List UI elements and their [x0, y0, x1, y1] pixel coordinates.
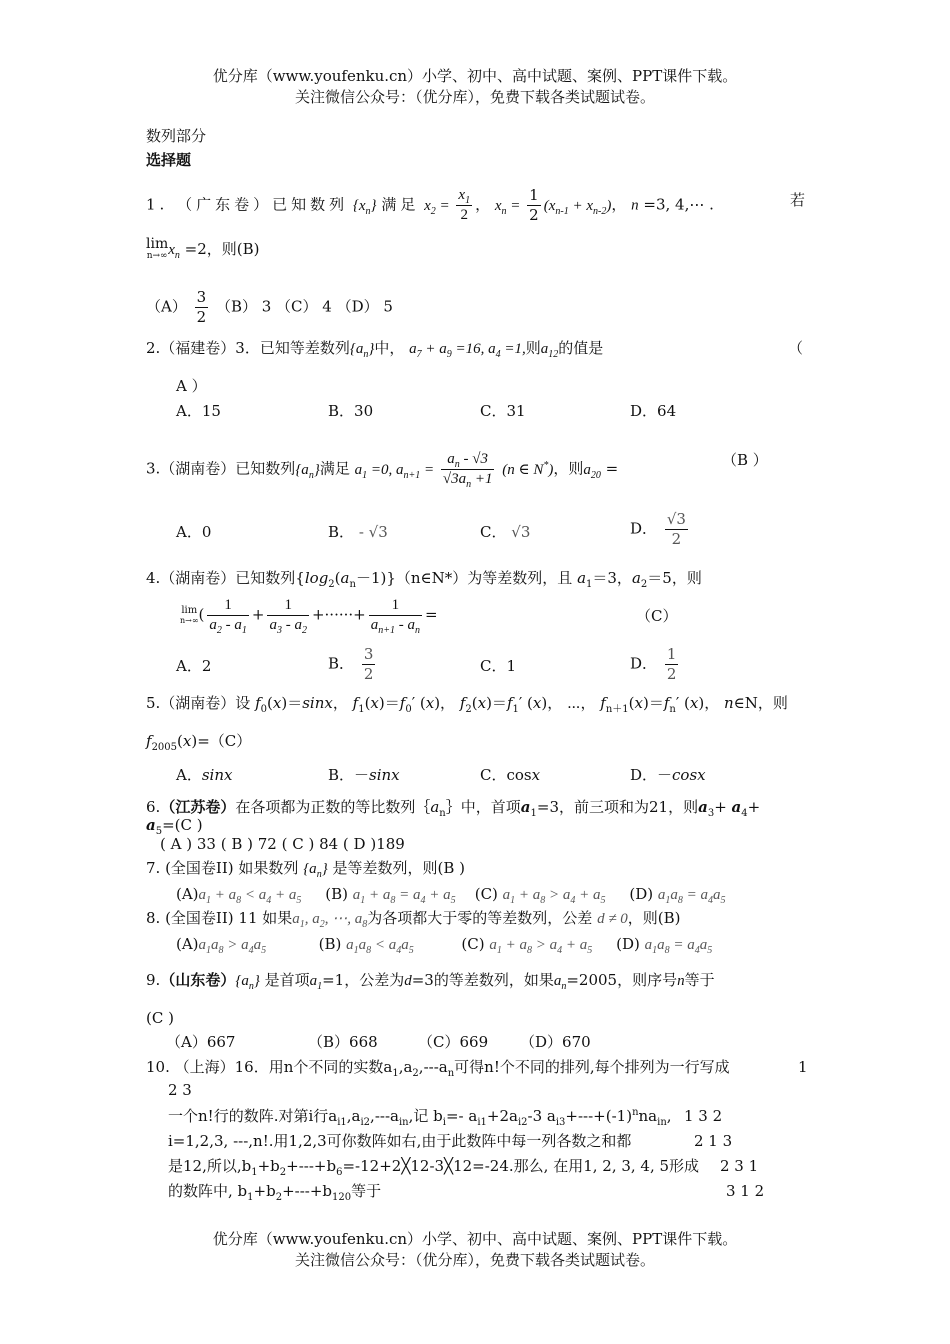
header-line-1: 优分库（www.youfenku.cn）小学、初中、高中试题、案例、PPT课件下载。: [212, 67, 738, 85]
question-1-options: （A） $\frac{3}{2}$ （B） 3 （C） 4 （D） 5: [146, 288, 393, 326]
q4-answer: （C）: [636, 607, 678, 625]
q2-option-b: B．30: [328, 402, 374, 420]
q9-option-b: （B）668: [308, 1033, 378, 1051]
footer-line-2: 关注微信公众号：（优分库），免费下载各类试题试卷。: [294, 1251, 655, 1269]
header-line-2: 关注微信公众号：（优分库），免费下载各类试题试卷。: [294, 88, 655, 106]
matrix-row-0b: 2 3: [168, 1081, 192, 1099]
question-6: 6.（江苏卷）在各项都为正数的等比数列$\{a_n\}$中，首项$a_1=3$，前三项和为21，则$a_3+ a_4+$: [146, 798, 761, 819]
matrix-row-2: 2 1 3: [694, 1132, 733, 1150]
question-10-line-2: 一个n!行的数阵.对第i行$a_{i1},a_{i2},---a_{in}$,记 $b_i=-$ $a_{i1}+2a_{i2}-3$ $a_{i3}+---+(-1)^nna_{in}$,: [168, 1107, 672, 1128]
matrix-row-4: 3 1 2: [726, 1182, 765, 1200]
q1-tail: 若: [790, 191, 806, 209]
q5-option-c: C．cosx: [480, 766, 541, 784]
q4-option-a: A．2: [176, 657, 212, 675]
matrix-row-1: 1 3 2: [684, 1107, 723, 1125]
question-7: 7. (全国卷II) 如果数列 $\{a_n\}$ 是等差数列，则(B ): [146, 859, 465, 880]
question-8: 8. (全国卷II) 11 如果$a_1$, $a_2$, ⋯, $a_8$为各项都大于零的等差数列，公差 d ≠ 0，则(B): [146, 909, 681, 930]
q3-option-b: B． - √3: [328, 523, 388, 541]
q5-option-a: A．sinx: [176, 766, 233, 784]
q2-option-c: C．31: [480, 402, 526, 420]
matrix-row-0: 1: [798, 1058, 808, 1076]
question-3: 3.（湖南卷）已知数列$\{a_n\}$满足 $a_1 =0$, $a_{n+1}$ = $\frac{a_n - √3}{√3a_n +1}$ (n ∈ N*)，则$a_{20}$ =: [146, 451, 619, 490]
matrix-row-3: 2 3 1: [720, 1157, 759, 1175]
question-5: 5.（湖南卷）设 $f_0(x)=\sin x$， $f_1(x)=f_0'$ (x)， $f_2(x)=f_1'$ (x)， ⋯， $f_{n+1}(x)=f_n'$ (x)， n∈N，则: [146, 694, 788, 715]
question-4-limit: lim n→∞ ( $\frac{1}{a_2 - a_1}$ + $\frac{1}{a_3 - a_2}$ +······+ $\frac{1}{a_{n+1} - a_n}$ =: [180, 597, 438, 636]
section-title: 数列部分: [146, 127, 207, 145]
q4-option-d: D． $\frac{1}{2}$: [630, 645, 677, 683]
question-8-options: $(A)a_1a_8 > a_4a_5$ (B) $a_1a_8 < a_4a_5$ (C) $a_1 + a_8 > a_4 + a_5$ (D) $a_1a_8 = a_4a_5$: [176, 935, 713, 956]
question-1-line-2: lim n→∞ $x_n =2$，则(B): [146, 236, 260, 261]
q2-answer: A ）: [176, 377, 207, 395]
q5-option-d: D．－cosx: [630, 766, 706, 784]
question-9-line-2: (C ): [146, 1009, 174, 1027]
question-10-line-1: 10. （上海）16．用n个不同的实数$a_1,a_2,---a_n$可得n!个不同的排列,每个排列为一行写成: [146, 1058, 730, 1079]
question-10-line-5: 的数阵中, $b_1+b_2+---+b_{120}$等于: [168, 1182, 382, 1203]
q2-paren: （: [788, 339, 804, 357]
q4-option-c: C．1: [480, 657, 517, 675]
footer-line-1: 优分库（www.youfenku.cn）小学、初中、高中试题、案例、PPT课件下载。: [212, 1230, 738, 1248]
question-6-line-2: $a_5=(C$ ): [146, 816, 203, 837]
q3-option-a: A．0: [176, 523, 212, 541]
question-9: 9.（山东卷）$\{a_n\}$ 是首项$a_1=1$，公差为d=3的等差数列，如果$a_n=2005$，则序号n等于: [146, 971, 715, 992]
question-7-options: $(A)a_1 + a_8 < a_4 + a_5$ (B) $a_1 + a_8 = a_4 + a_5$ (C) $a_1 + a_8 > a_4 + a_5$ (D) $a_1a_8 = a_4a_5$: [176, 885, 726, 906]
q5-option-b: B．－sinx: [328, 766, 400, 784]
q3-option-d: D． $\frac{√3}{2}$: [630, 510, 686, 548]
question-5-line-2: $f_{2005}(x)=(C)$: [146, 732, 252, 753]
q4-option-b: B． $\frac{3}{2}$: [328, 645, 374, 683]
question-2: 2.（福建卷）3．已知等差数列$\{a_n\}$中， $a_7 + a_9 =16$, $a_4 =1$,则$a_{12}$的值是: [146, 339, 604, 360]
q9-option-a: （A）667: [166, 1033, 236, 1051]
q2-option-d: D．64: [630, 402, 677, 420]
question-1: 1. （广东卷）已知数列 $\{x_n\}$ 满足 $x_2$ = $\frac{x_1}{2}$ ， $x_n$ = $\frac{1}{2}$ $(x_{n-1} + x_{n-2})$， n =3, 4,⋯ .: [146, 186, 714, 224]
question-10-line-3: i=1,2,3, ---,n!.用1,2,3可你数阵如右,由于此数阵中每一列各数之和都: [168, 1132, 632, 1150]
question-4: 4.（湖南卷）已知数列$\{\log_2(a_n-1)\}(n\in N*)$为等差数列，且 $a_1=3$，$a_2=5$，则: [146, 569, 702, 590]
q3-answer: （B ）: [722, 451, 768, 469]
question-10-line-4: 是12,所以$,b_1+b_2+---+b_6=-12+2╳12-3╳12=-24$.那么, 在用1, 2, 3, 4, 5形成: [168, 1157, 700, 1178]
subsection-title: 选择题: [146, 151, 192, 169]
question-6-options: ( A ) 33 ( B ) 72 ( C ) 84 ( D )189: [160, 835, 405, 853]
q9-option-d: （D）670: [520, 1033, 591, 1051]
q9-option-c: （C）669: [418, 1033, 489, 1051]
q3-option-c: C． √3: [480, 523, 531, 541]
q2-option-a: A．15: [176, 402, 221, 420]
